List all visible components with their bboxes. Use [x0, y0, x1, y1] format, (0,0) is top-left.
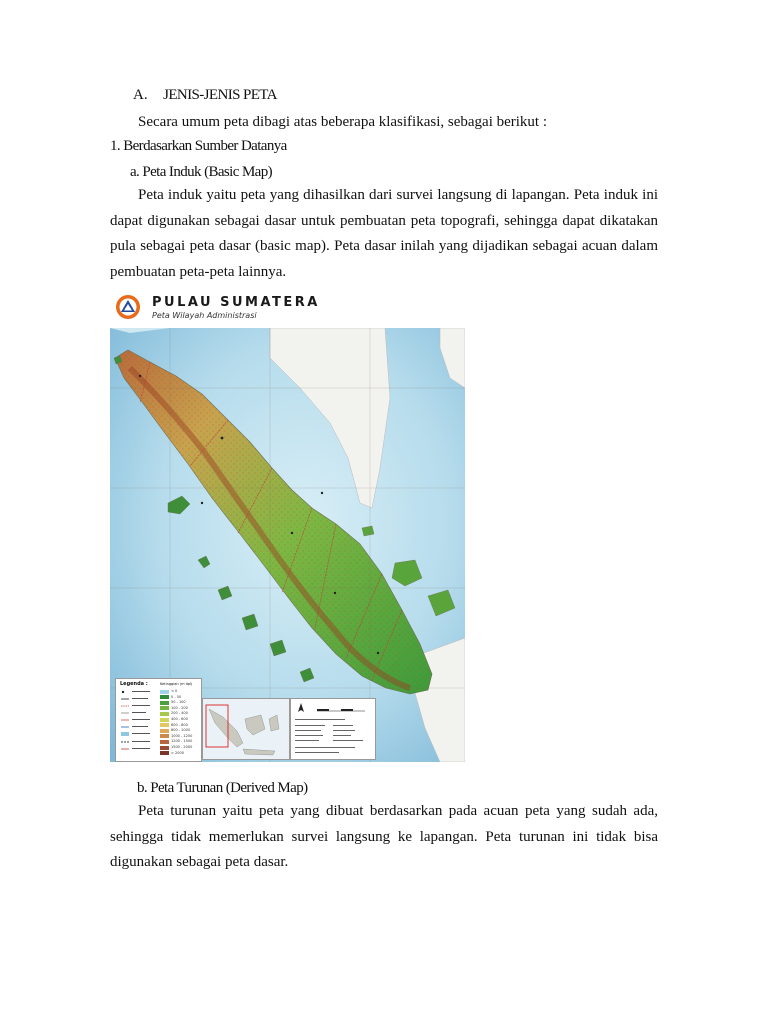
elevation-swatch — [160, 718, 169, 722]
elevation-class-label: < 0 — [171, 689, 178, 693]
legend-title: Legenda : — [120, 681, 148, 687]
sub-b-paragraph — [110, 799, 658, 876]
elevation-class-label: 1500 - 2000 — [171, 745, 193, 749]
elevation-swatch — [160, 734, 169, 738]
elevation-class-label: > 2000 — [171, 750, 184, 755]
map-inset — [202, 698, 290, 760]
section-heading — [133, 86, 277, 104]
elevation-swatches — [160, 689, 198, 759]
elevation-swatch — [160, 740, 169, 744]
subsection-1-heading — [110, 137, 287, 155]
scale-and-north-icon — [295, 702, 371, 714]
elevation-swatch — [160, 706, 169, 710]
elevation-class-label: 1000 - 1200 — [171, 733, 193, 738]
elevation-class-label: 800 - 1000 — [171, 728, 191, 733]
inset-map-svg — [203, 699, 289, 759]
legend-elevation-title: Ketinggian (m dpl) — [160, 682, 193, 686]
subsection-1-number: 1. — [110, 138, 121, 154]
map-info-box — [290, 698, 376, 760]
elevation-class-label: 50 - 100 — [171, 700, 186, 705]
elevation-swatch — [160, 729, 169, 733]
elevation-class-label: 0 - 50 — [171, 694, 182, 699]
intro-text: Secara umum peta dibagi atas beberapa klasifikasi, sebagai berikut : — [138, 114, 548, 130]
elevation-class-label: 400 - 600 — [171, 717, 188, 721]
sub-b-label: b. Peta Turunan (Derived Map) — [137, 780, 308, 796]
sub-a-paragraph — [110, 183, 658, 285]
elevation-swatch — [160, 723, 169, 727]
elevation-swatch — [160, 746, 169, 750]
elevation-class-label: 100 - 200 — [171, 705, 188, 710]
elevation-swatch — [160, 695, 169, 699]
bnpb-logo-icon — [115, 294, 141, 320]
subsection-1-title: Berdasarkan Sumber Datanya — [123, 138, 287, 154]
map-header — [110, 290, 465, 326]
elevation-class-label: 600 - 800 — [171, 722, 188, 727]
map-legend — [115, 678, 202, 762]
map-subtitle: Peta Wilayah Administrasi — [152, 311, 257, 320]
sub-b-paragraph-text: Peta turunan yaitu peta yang dibuat berdasarkan pada acuan peta yang sudah ada, sehingga tidak memerlukan survei langsung ke lapangan. Peta turunan ini tidak bisa digunakan sebagai peta dasar. — [110, 803, 658, 870]
elevation-swatch — [160, 701, 169, 705]
map-title: PULAU SUMATERA — [152, 295, 320, 310]
heading-text: JENIS-JENIS PETA — [163, 87, 277, 103]
sub-a-paragraph-text: Peta induk yaitu peta yang dihasilkan dari survei langsung di lapangan. Peta induk ini dapat digunakan sebagai dasar untuk pembuatan peta topografi, sehingga dapat dikatakan pula sebagai peta dasar (basic map). Peta dasar inilah yang dijadikan sebagai acuan dalam pembuatan peta-peta lainnya. — [110, 187, 658, 280]
legend-symbols — [119, 689, 157, 759]
elevation-class-label: 1200 - 1500 — [171, 739, 193, 744]
elevation-swatch — [160, 712, 169, 716]
sumatra-map-figure — [110, 290, 465, 762]
map-body — [110, 328, 465, 762]
sub-a-label: a. Peta Induk (Basic Map) — [130, 164, 273, 180]
elevation-class-row — [160, 751, 198, 757]
elevation-swatch — [160, 690, 169, 694]
elevation-class-label: 200 - 400 — [171, 711, 188, 716]
heading-marker: A. — [133, 87, 148, 103]
elevation-swatch — [160, 751, 169, 755]
